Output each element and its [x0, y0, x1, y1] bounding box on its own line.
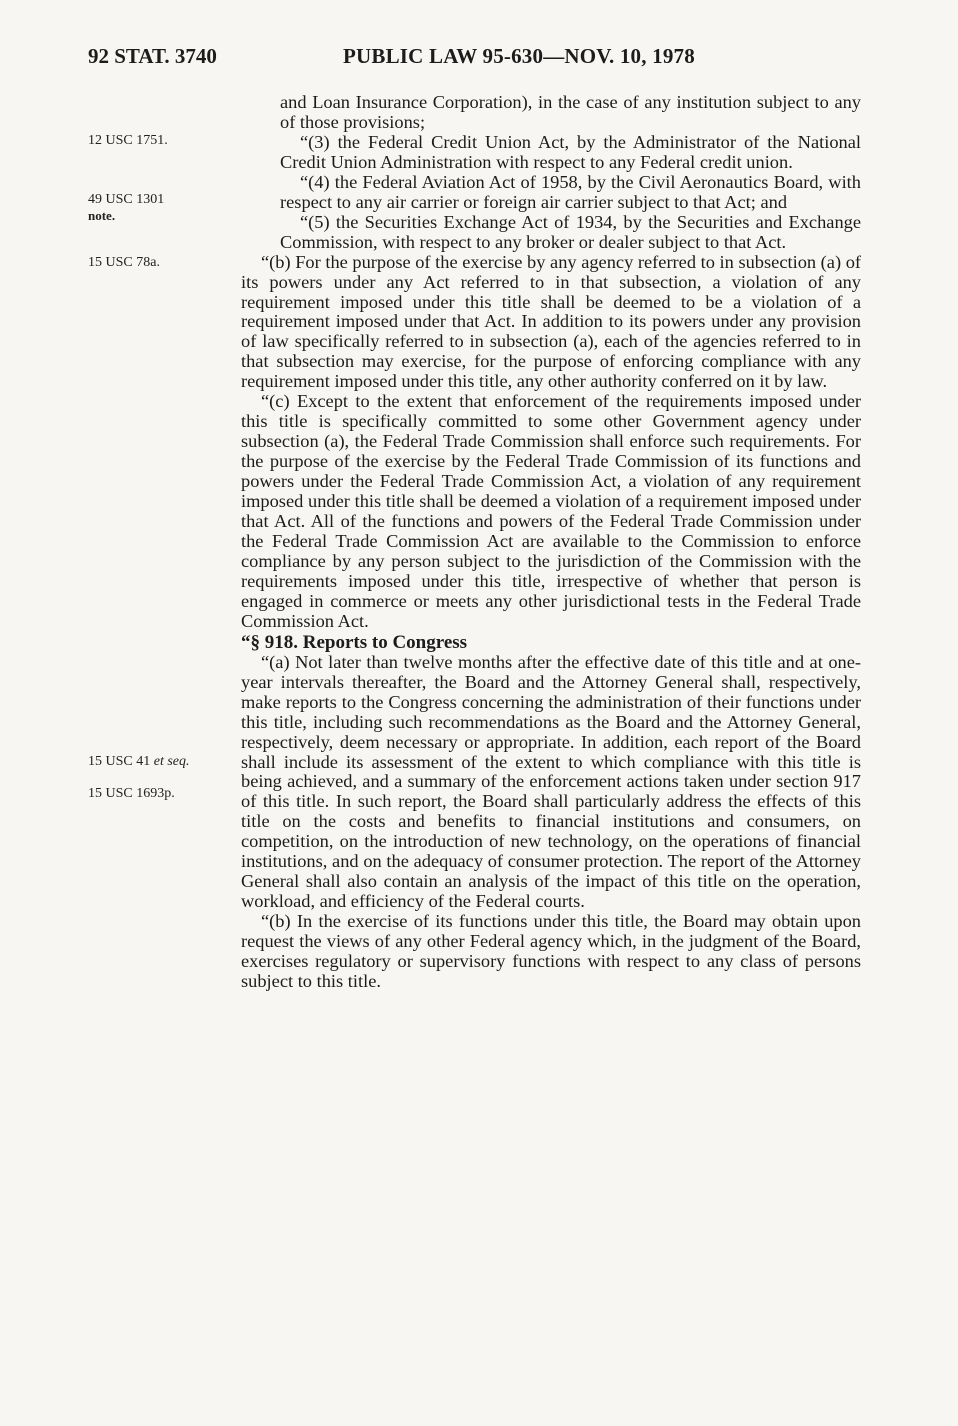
margin-note-citation: note. — [88, 208, 116, 223]
subsection-c: “(c) Except to the extent that enforcement of the requirements imposed under this title is specifically committed to some other Government agency under subsection (a), the Federal Trade Commission shall enforce such requirements. For the purpose of the exercise by the Federal Trade Commission of its functions and powers under the Federal Trade Commission Act, a violation of any requirement imposed under this title shall be deemed a violation of a requirement imposed under that Act. All of the functions and powers of the Federal Trade Commission under the Federal Trade Commission Act are available to the Commission to enforce compliance by any person subject to the jurisdiction of the Commission with the requirements imposed under this title, irrespective of whether that person is engaged in commerce or meets any other jurisdictional tests in the Federal Trade Commission Act. — [241, 391, 861, 631]
section-heading: “§ 918. Reports to Congress — [241, 631, 468, 653]
margin-note-citation-suffix: et seq. — [153, 754, 190, 769]
subsection-b: “(b) For the purpose of the exercise by any agency referred to in subsection (a) of its powers under any Act referred to in that subsection, a violation of any requirement imposed under this title shall be deemed to be a violation of a requirement imposed under that Act. In addition to its powers under any provision of law specifically referred to in subsection (a), each of the agencies referred to in that subsection may exercise, for the purpose of enforcing compliance with any requirement imposed under this title, any other authority conferred on it by law. — [241, 251, 862, 392]
paragraph-4: “(4) the Federal Aviation Act of 1958, by the Civil Aeronautics Board, with respect to any air carrier or foreign air carrier subject to that Act; and — [280, 171, 861, 212]
page-header — [88, 44, 868, 74]
margin-note-citation: 49 USC 1301 — [88, 192, 165, 207]
stat-page-number: 92 STAT. 3740 — [88, 44, 217, 68]
subsection-918a: “(a) Not later than twelve months after the effective date of this title and at one-year intervals thereafter, the Board and the Attorney General shall, respectively, make reports to the Congress concerning the administration of their functions under this title, including such recommendations as the Board and the Attorney General, respectively, deem necessary or appropriate. In addition, each report of the Board shall include its assessment of the extent to which compliance with this title is being achieved, and a summary of the enforcement actions taken under section 917 of this title. In such report, the Board shall particularly address the effects of this title on the costs and benefits to financial institutions and consumers, on competition, on the introduction of new technology, on the operations of financial institutions, and on the adequacy of consumer protection. The report of the Attorney General shall also contain an analysis of the impact of this title on the operation, workload, and efficiency of the Federal courts. — [241, 651, 861, 912]
subsection-918b: “(b) In the exercise of its functions under this title, the Board may obtain upon request the views of any other Federal agency which, in the judgment of the Board, exercises regulatory or supervisory functions with respect to any class of persons subject to this title. — [241, 911, 861, 991]
paragraph-3: “(3) the Federal Credit Union Act, by the Administrator of the National Credit Union Administration with respect to any Federal credit union. — [280, 131, 861, 172]
margin-note-citation-main: 15 USC 41 — [88, 754, 151, 769]
margin-note-citation: 15 USC 78a. — [88, 255, 160, 270]
paragraph-continuation: and Loan Insurance Corporation), in the case of any institution subject to any of those provisions; — [280, 92, 861, 132]
running-title: PUBLIC LAW 95-630—NOV. 10, 1978 — [343, 44, 695, 68]
margin-note-citation: 12 USC 1751. — [88, 133, 168, 148]
statute-body — [241, 93, 861, 992]
margin-note-citation — [88, 754, 238, 770]
margin-note-citation: 15 USC 1693p. — [88, 786, 175, 801]
paragraph-5: “(5) the Securities Exchange Act of 1934, by the Securities and Exchange Commission, with respect to any broker or dealer subject to that Act. — [280, 211, 861, 252]
